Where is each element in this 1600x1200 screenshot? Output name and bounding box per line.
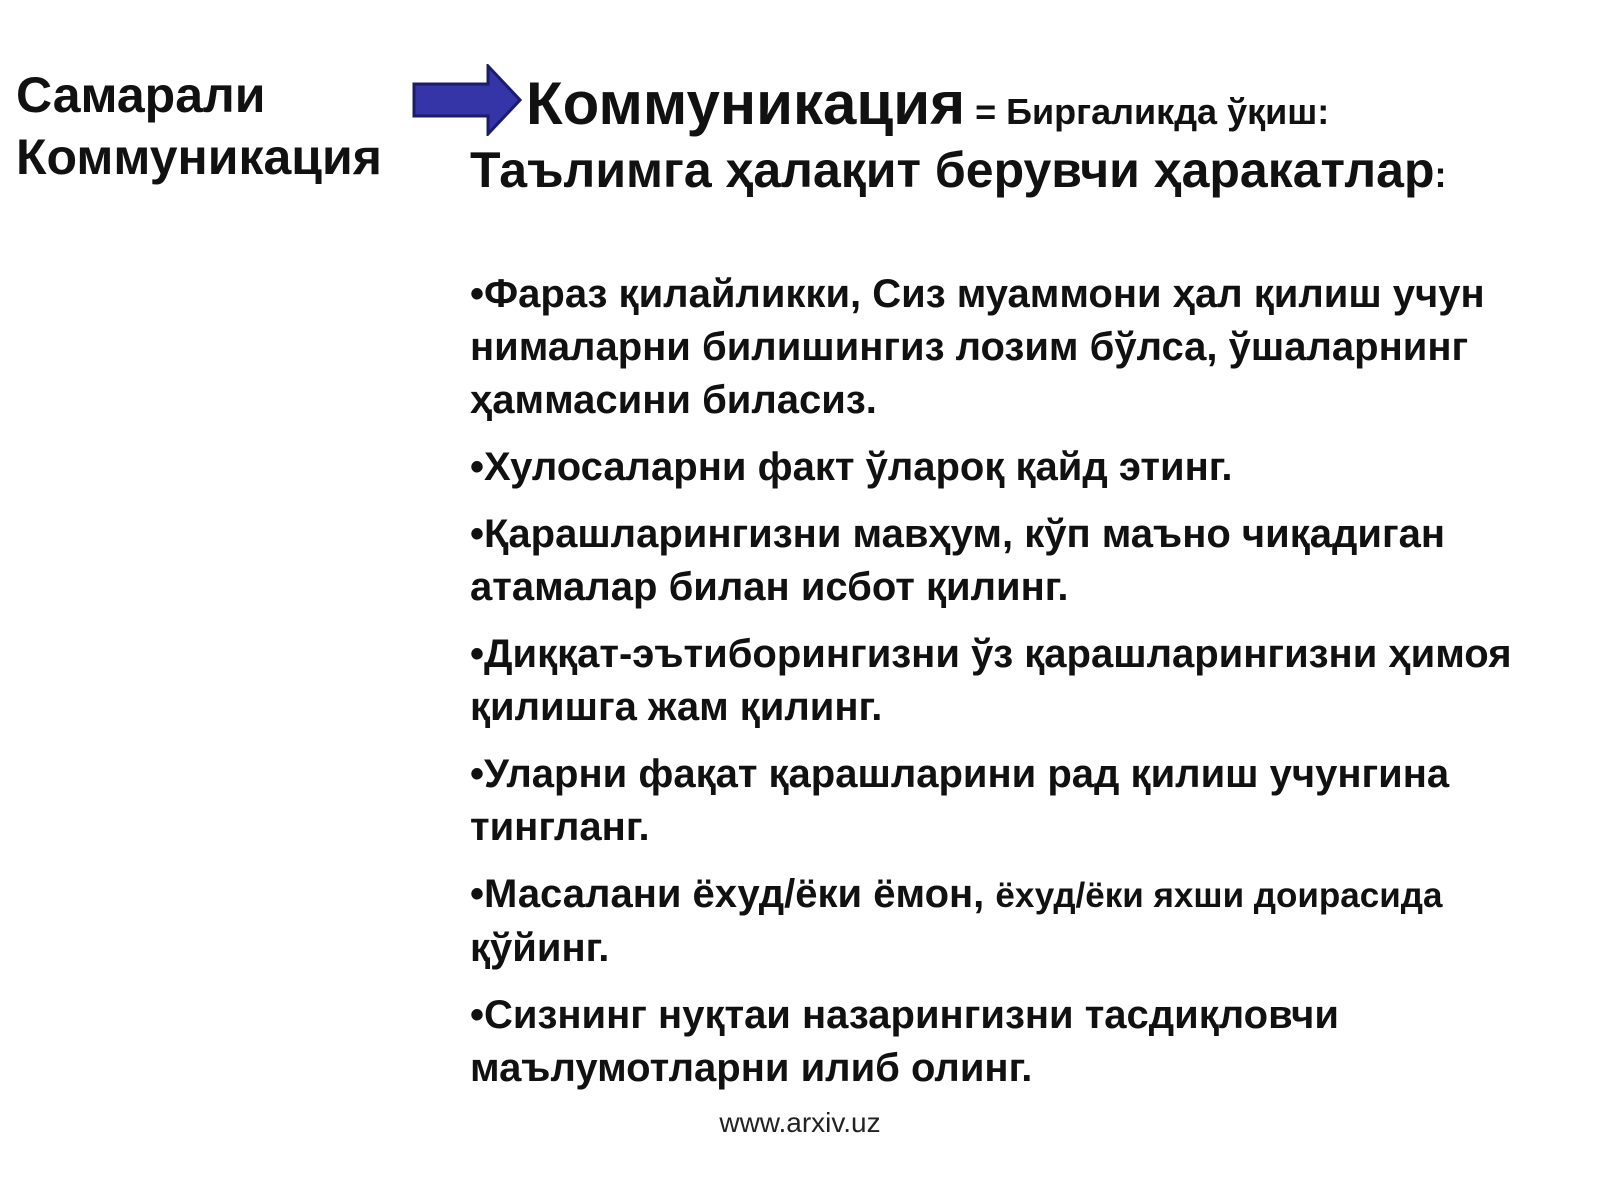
- bullet-item: [470, 508, 1585, 614]
- bullet-text: •Фараз қилайликки, Сиз муаммони ҳал қилиш учун нималарни билишингиз лозим бўлса, ўшаларнинг ҳаммасини биласиз.: [470, 272, 1485, 422]
- bullet-text: •Диққат-эътиборингизни ўз қарашларингизни ҳимоя қилишга жам қилинг.: [470, 632, 1512, 729]
- bullet-text: •Сизнинг нуқтаи назарингизни тасдиқловчи маълумотларни илиб олинг.: [470, 993, 1339, 1090]
- bullet-text-small: ёхуд/ёки яхши доирасида: [995, 876, 1443, 915]
- slide-heading: [526, 70, 1329, 146]
- side-title: [16, 64, 382, 188]
- bullet-item: [470, 628, 1585, 734]
- heading-main: Коммуникация: [526, 70, 966, 137]
- bullet-text-rest: қўйинг.: [470, 926, 610, 970]
- bullet-text: •Масалани ёхуд/ёки ёмон,: [470, 872, 996, 916]
- subheading-text: Таълимга ҳалақит берувчи ҳаракатлар: [470, 142, 1435, 198]
- subheading-colon: :: [1434, 154, 1447, 195]
- heading-sub: = Биргаликда ўқиш:: [965, 91, 1330, 132]
- bullet-item: [470, 748, 1585, 854]
- bullet-text: •Қарашларингизни мавҳум, кўп маъно чиқадиган атамалар билан исбот қилинг.: [470, 512, 1446, 609]
- bullet-list: [470, 268, 1585, 1109]
- bullet-item: [470, 868, 1585, 975]
- bullet-text: •Хулосаларни факт ўлароқ қайд этинг.: [470, 445, 1233, 489]
- side-title-line2: Коммуникация: [16, 129, 382, 185]
- right-arrow-icon: [412, 64, 522, 136]
- bullet-item: [470, 268, 1585, 427]
- bullet-text: •Уларни фақат қарашларини рад қилиш учунгина тингланг.: [470, 752, 1450, 849]
- slide-subheading: [470, 138, 1447, 207]
- bullet-item: [470, 989, 1585, 1095]
- bullet-item: [470, 441, 1585, 494]
- footer-url: www.arxiv.uz: [719, 1107, 881, 1138]
- side-title-line1: Самарали: [16, 67, 266, 123]
